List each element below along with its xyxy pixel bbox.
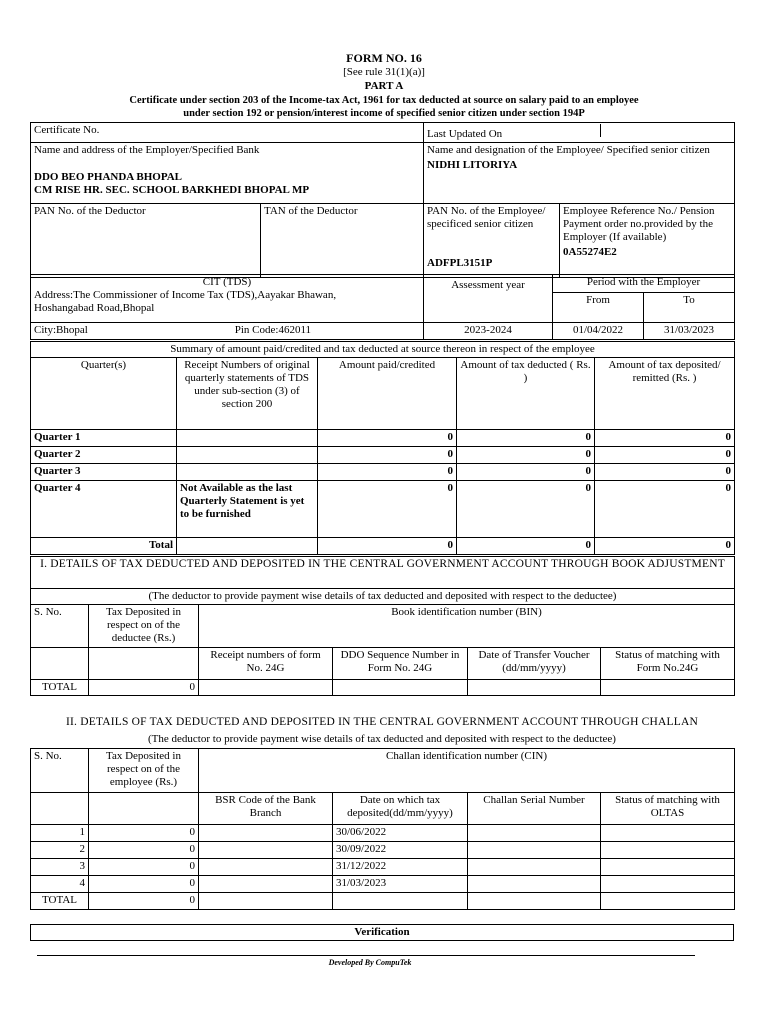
- challan-total-value: 0: [89, 893, 199, 910]
- deducted-value: 0: [457, 464, 595, 481]
- employer-cell: [31, 143, 424, 204]
- table-row: [31, 859, 735, 876]
- city-pin-cell: [31, 323, 424, 340]
- challan-date: 30/06/2022: [333, 825, 468, 842]
- table-row: [31, 825, 735, 842]
- rule-reference: [See rule 31(1)(a)]: [343, 66, 425, 78]
- book-subtitle: (The deductor to provide payment wise details of tax deducted and deposited with respect to the deductee): [31, 589, 735, 605]
- cit-address-line2: Hoshangabad Road,Bhopal: [34, 302, 155, 314]
- paid-value: 0: [318, 447, 457, 464]
- challan-title: II. DETAILS OF TAX DEDUCTED AND DEPOSITED IN THE CENTRAL GOVERNMENT ACCOUNT THROUGH CHALLAN: [65, 716, 699, 728]
- last-updated-label: [424, 123, 735, 143]
- footer-divider: [37, 955, 695, 956]
- book-empty-cell: [468, 680, 601, 696]
- certificate-heading-line2: under section 192 or pension/interest income of specified senior citizen under section 194P: [183, 108, 585, 119]
- deposited-value: 0: [595, 464, 735, 481]
- challan-empty-cell: [89, 793, 199, 825]
- period-label: Period with the Employer: [553, 275, 735, 293]
- challan-bsr: [199, 876, 333, 893]
- challan-status: [601, 842, 735, 859]
- challan-bsr: [199, 859, 333, 876]
- deposited-value: 0: [595, 430, 735, 447]
- last-updated-text: Last Updated On: [427, 128, 503, 140]
- table-row: [31, 464, 735, 481]
- oltas-status-label: Status of matching with OLTAS: [601, 793, 735, 825]
- cit-cell: [31, 275, 424, 323]
- cin-label: Challan identification number (CIN): [199, 749, 735, 793]
- book-total-value: 0: [89, 680, 199, 696]
- summary-title: Summary of amount paid/credited and tax deducted at source thereon in respect of the employee: [31, 342, 735, 358]
- transfer-voucher-date-label: Date of Transfer Voucher (dd/mm/yyyy): [468, 648, 601, 680]
- city: City:Bhopal: [34, 324, 88, 336]
- book-sno-label: S. No.: [31, 605, 89, 648]
- employee-cell: [424, 143, 735, 204]
- receipt-24g-label: Receipt numbers of form No. 24G: [199, 648, 333, 680]
- challan-sno-label: S. No.: [31, 749, 89, 793]
- quarter-label: Quarter 2: [31, 447, 177, 464]
- challan-date: 31/03/2023: [333, 876, 468, 893]
- table-row: [31, 876, 735, 893]
- challan-serial-label: Challan Serial Number: [468, 793, 601, 825]
- form-title: FORM NO. 16: [346, 51, 422, 65]
- assessment-year-value: 2023-2024: [424, 323, 553, 340]
- paid-value: 0: [318, 481, 457, 538]
- emp-ref-value: 0A55274E2: [563, 246, 617, 258]
- challan-tax: 0: [89, 876, 199, 893]
- challan-subtitle: (The deductor to provide payment wise details of tax deducted and deposited with respect to the deductee): [148, 733, 616, 745]
- challan-date: 31/12/2022: [333, 859, 468, 876]
- challan-date: 30/09/2022: [333, 842, 468, 859]
- cit-address-line1: Address:The Commissioner of Income Tax (TDS),Aayakar Bhawan,: [34, 289, 337, 301]
- challan-status: [601, 876, 735, 893]
- receipt-value: [177, 447, 318, 464]
- table-row: [31, 430, 735, 447]
- table-row: [31, 481, 735, 538]
- paid-value: 0: [318, 464, 457, 481]
- challan-sno: 4: [31, 876, 89, 893]
- quarter-label: Quarter 4: [31, 481, 177, 538]
- quarter-label: Quarter 1: [31, 430, 177, 447]
- paid-value: 0: [318, 430, 457, 447]
- deposited-value: 0: [595, 447, 735, 464]
- assessment-year-label: Assessment year: [424, 275, 553, 323]
- certificate-heading-line1: Certificate under section 203 of the Income-tax Act, 1961 for tax deducted at source on salary paid to an employee: [129, 95, 639, 106]
- col-tax-deducted: Amount of tax deducted ( Rs. ): [457, 358, 595, 430]
- total-label: Total: [31, 538, 177, 555]
- deducted-value: 0: [457, 430, 595, 447]
- book-adjustment-table: [30, 556, 735, 696]
- challan-empty-cell: [468, 893, 601, 910]
- book-empty-cell: [89, 648, 199, 680]
- to-value: 31/03/2023: [644, 323, 735, 340]
- tan-deductor-label: TAN of the Deductor: [261, 204, 424, 278]
- book-title: I. DETAILS OF TAX DEDUCTED AND DEPOSITED IN THE CENTRAL GOVERNMENT ACCOUNT THROUGH BOOK ADJUSTMENT: [31, 557, 735, 589]
- challan-sno: 1: [31, 825, 89, 842]
- from-label: From: [553, 293, 644, 323]
- col-amount-paid: Amount paid/credited: [318, 358, 457, 430]
- footer-credit: Developed By CompuTek: [328, 958, 412, 967]
- book-empty-cell: [333, 680, 468, 696]
- cit-label: CIT (TDS): [202, 276, 252, 288]
- challan-tax: 0: [89, 859, 199, 876]
- table-row: [31, 447, 735, 464]
- book-status-label: Status of matching with Form No.24G: [601, 648, 735, 680]
- challan-sno: 3: [31, 859, 89, 876]
- challan-status: [601, 859, 735, 876]
- challan-tax: 0: [89, 825, 199, 842]
- employee-label: Name and designation of the Employee/ Specified senior citizen: [427, 144, 710, 156]
- challan-serial: [468, 842, 601, 859]
- challan-sno: 2: [31, 842, 89, 859]
- book-empty-cell: [31, 648, 89, 680]
- total-deposited: 0: [595, 538, 735, 555]
- emp-ref-label: Employee Reference No./ Pension Payment order no.provided by the Employer (If available): [563, 205, 715, 243]
- deposited-value: 0: [595, 481, 735, 538]
- total-receipt: [177, 538, 318, 555]
- certificate-info-table: [30, 122, 735, 278]
- book-tax-label: Tax Deposited in respect on of the deductee (Rs.): [89, 605, 199, 648]
- employee-name: NIDHI LITORIYA: [427, 159, 518, 171]
- book-total-label: TOTAL: [31, 680, 89, 696]
- total-paid: 0: [318, 538, 457, 555]
- challan-total-label: TOTAL: [31, 893, 89, 910]
- certificate-no-label: Certificate No.: [31, 123, 424, 143]
- emp-ref-cell: [560, 204, 735, 278]
- employer-address: CM RISE HR. SEC. SCHOOL BARKHEDI BHOPAL MP: [34, 184, 310, 196]
- challan-tax-label: Tax Deposited in respect on of the employee (Rs.): [89, 749, 199, 793]
- challan-serial: [468, 859, 601, 876]
- pan-employee-value: ADFPL3151P: [427, 257, 493, 269]
- receipt-value: [177, 430, 318, 447]
- deducted-value: 0: [457, 447, 595, 464]
- total-row: [31, 893, 735, 910]
- deducted-value: 0: [457, 481, 595, 538]
- quarter-label: Quarter 3: [31, 464, 177, 481]
- col-tax-deposited: Amount of tax deposited/ remitted (Rs. ): [595, 358, 735, 430]
- challan-empty-cell: [333, 893, 468, 910]
- book-empty-cell: [199, 680, 333, 696]
- challan-status: [601, 825, 735, 842]
- pan-employee-label: PAN No. of the Employee/ specificed senior citizen: [427, 205, 546, 230]
- challan-empty-cell: [601, 893, 735, 910]
- pan-employee-cell: [424, 204, 560, 278]
- table-row: [31, 842, 735, 859]
- challan-table: [30, 748, 735, 910]
- challan-serial: [468, 876, 601, 893]
- challan-empty-cell: [31, 793, 89, 825]
- col-receipt: Receipt Numbers of original quarterly statements of TDS under sub-section (3) of section 200: [177, 358, 318, 430]
- challan-bsr: [199, 825, 333, 842]
- col-quarter: Quarter(s): [31, 358, 177, 430]
- total-deducted: 0: [457, 538, 595, 555]
- challan-tax: 0: [89, 842, 199, 859]
- book-empty-cell: [601, 680, 735, 696]
- bsr-code-label: BSR Code of the Bank Branch: [199, 793, 333, 825]
- pin-code: Pin Code:462011: [234, 324, 312, 336]
- employer-label: Name and address of the Employer/Specified Bank: [34, 144, 260, 156]
- from-value: 01/04/2022: [553, 323, 644, 340]
- to-label: To: [644, 293, 735, 323]
- summary-table: [30, 341, 735, 555]
- receipt-value: Not Available as the last Quarterly Statement is yet to be furnished: [177, 481, 318, 538]
- last-updated-value: [600, 124, 601, 137]
- pan-deductor-label: PAN No. of the Deductor: [31, 204, 261, 278]
- deposit-date-label: Date on which tax deposited(dd/mm/yyyy): [333, 793, 468, 825]
- total-row: [31, 538, 735, 555]
- bin-label: Book identification number (BIN): [199, 605, 735, 648]
- challan-bsr: [199, 842, 333, 859]
- cit-table: [30, 274, 735, 340]
- ddo-sequence-label: DDO Sequence Number in Form No. 24G: [333, 648, 468, 680]
- challan-empty-cell: [199, 893, 333, 910]
- employer-name: DDO BEO PHANDA BHOPAL: [34, 171, 183, 183]
- verification-label: Verification: [31, 925, 734, 941]
- receipt-value: [177, 464, 318, 481]
- verification-table: [30, 924, 734, 941]
- part-label: PART A: [364, 80, 404, 92]
- challan-serial: [468, 825, 601, 842]
